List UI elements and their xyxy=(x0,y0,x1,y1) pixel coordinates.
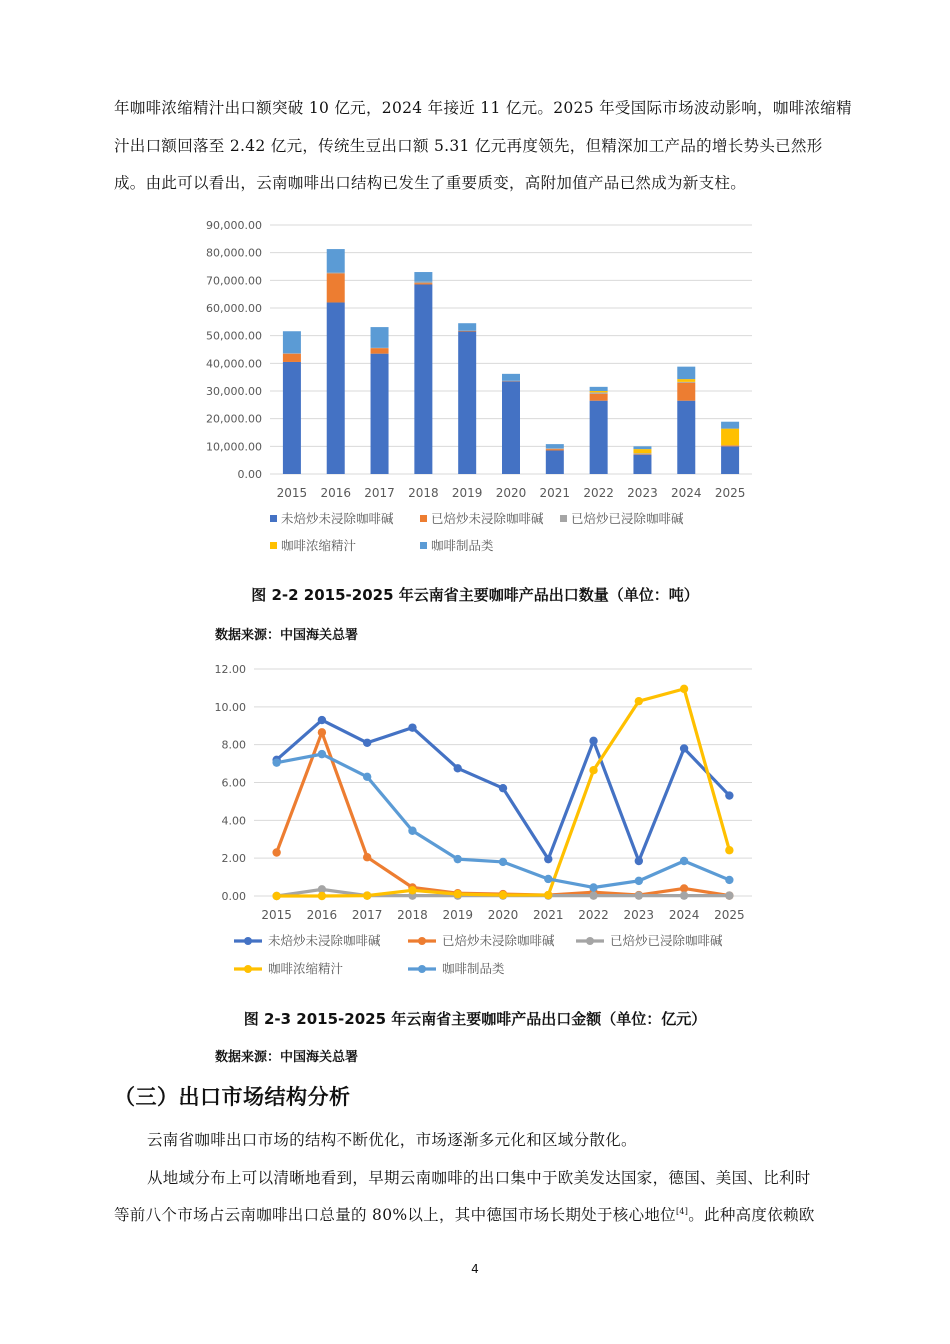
bar-segment xyxy=(458,331,476,332)
data-point xyxy=(725,846,733,854)
legend-swatch xyxy=(560,515,567,522)
data-point xyxy=(635,877,643,885)
bar-segment xyxy=(590,392,608,393)
data-point xyxy=(725,891,733,899)
paragraph-top xyxy=(114,90,854,203)
data-point xyxy=(544,855,552,863)
text-span: 等前八个市场占云南咖啡出口总量的 80%以上，其中德国市场长期处于核心地位 xyxy=(114,1206,676,1224)
legend-marker xyxy=(244,965,252,973)
bar-segment xyxy=(590,401,608,474)
legend-marker xyxy=(244,937,252,945)
data-point xyxy=(544,875,552,883)
bar-segment xyxy=(546,448,564,449)
text-line: 从地域分布上可以清晰地看到，早期云南咖啡的出口集中于欧美发达国家，德国、美国、比利时 xyxy=(147,1168,811,1187)
paragraph-bottom xyxy=(114,1122,854,1235)
x-tick-label: 2021 xyxy=(539,486,571,500)
y-tick-label: 10.00 xyxy=(214,700,246,714)
y-tick-label: 40,000.00 xyxy=(206,357,262,371)
legend-marker xyxy=(418,937,426,945)
bar-segment xyxy=(633,449,651,453)
data-point xyxy=(680,685,688,693)
export-value-line-chart xyxy=(190,655,770,995)
bar-segment xyxy=(414,283,432,284)
figure-caption: 图 2-2 2015-2025 年云南省主要咖啡产品出口数量（单位：吨） xyxy=(251,586,699,604)
x-tick-label: 2022 xyxy=(583,486,614,500)
y-tick-label: 60,000.00 xyxy=(206,302,262,315)
bar-segment xyxy=(371,354,389,474)
data-point xyxy=(363,853,371,861)
data-point xyxy=(363,739,371,747)
x-tick-label: 2018 xyxy=(397,908,428,922)
bar-segment xyxy=(371,327,389,348)
y-tick-label: 10,000.00 xyxy=(206,440,262,454)
text-line xyxy=(114,1197,854,1235)
bar-segment xyxy=(677,379,695,382)
data-point xyxy=(589,883,597,891)
section-title: （三）出口市场结构分析 xyxy=(114,1085,351,1109)
legend-label: 咖啡浓缩精汁 xyxy=(281,538,357,553)
data-point xyxy=(680,884,688,892)
bar-segment xyxy=(633,454,651,455)
bar-segment xyxy=(721,422,739,429)
legend-label: 咖啡浓缩精汁 xyxy=(268,961,344,976)
text-span: 。此种高度依赖欧 xyxy=(688,1206,815,1224)
citation-ref[interactable]: [4] xyxy=(675,1206,689,1216)
bar-segment xyxy=(414,272,432,282)
bar-segment xyxy=(590,387,608,391)
data-point xyxy=(318,728,326,736)
legend-label: 已焙炒未浸除咖啡碱 xyxy=(431,511,544,526)
x-tick-label: 2020 xyxy=(487,908,519,922)
x-tick-label: 2019 xyxy=(442,908,474,922)
x-tick-label: 2017 xyxy=(351,908,383,922)
data-point xyxy=(454,890,462,898)
data-point xyxy=(725,876,733,884)
x-tick-label: 2022 xyxy=(578,908,609,922)
data-source: 数据来源：中国海关总署 xyxy=(215,1050,359,1065)
legend-label: 已焙炒未浸除咖啡碱 xyxy=(442,933,555,948)
bar-segment xyxy=(677,401,695,474)
legend-label: 已焙炒已浸除咖啡碱 xyxy=(610,933,723,948)
x-tick-label: 2021 xyxy=(532,908,564,922)
data-source: 数据来源：中国海关总署 xyxy=(215,628,359,643)
bar-segment xyxy=(721,429,739,446)
bar-segment xyxy=(327,302,345,474)
text-line: 汁出口额回落至 2.42 亿元，传统生豆出口额 5.31 亿元再度领先，但精深加工产品的增长势头已然形 xyxy=(114,136,823,155)
data-point xyxy=(318,892,326,900)
x-tick-label: 2015 xyxy=(261,908,292,922)
x-tick-label: 2023 xyxy=(623,908,655,922)
data-point xyxy=(680,891,688,899)
bar-segment xyxy=(677,367,695,379)
bar-segment xyxy=(327,273,345,302)
data-point xyxy=(589,737,597,745)
x-tick-label: 2018 xyxy=(408,486,439,500)
legend-swatch xyxy=(420,515,427,522)
legend-swatch xyxy=(270,515,277,522)
bar-segment xyxy=(283,331,301,353)
bar-segment xyxy=(590,391,608,392)
data-point xyxy=(544,891,552,899)
y-tick-label: 12.00 xyxy=(214,663,246,676)
data-point xyxy=(363,891,371,899)
figure-caption: 图 2-3 2015-2025 年云南省主要咖啡产品出口金额（单位：亿元） xyxy=(243,1010,707,1028)
data-point xyxy=(272,848,280,856)
bar-segment xyxy=(546,450,564,474)
x-tick-label: 2025 xyxy=(714,908,745,922)
bar-segment xyxy=(633,453,651,454)
page-number: 4 xyxy=(471,1262,479,1276)
bar-segment xyxy=(458,323,476,330)
data-point xyxy=(318,716,326,724)
data-point xyxy=(680,857,688,865)
x-tick-label: 2017 xyxy=(364,486,395,500)
bar-segment xyxy=(546,449,564,450)
data-point xyxy=(408,886,416,894)
data-point xyxy=(318,750,326,758)
data-point xyxy=(635,891,643,899)
bar-segment xyxy=(458,332,476,474)
data-point xyxy=(725,791,733,799)
data-point xyxy=(499,891,507,899)
bar-segment xyxy=(633,446,651,449)
y-tick-label: 2.00 xyxy=(221,852,246,866)
x-tick-label: 2016 xyxy=(320,486,352,500)
x-tick-label: 2019 xyxy=(451,486,483,500)
text-line: 年咖啡浓缩精汁出口额突破 10 亿元，2024 年接近 11 亿元。2025 年受国际市场波动影响，咖啡浓缩精 xyxy=(114,99,852,117)
legend-label: 未焙炒未浸除咖啡碱 xyxy=(281,511,394,526)
y-tick-label: 6.00 xyxy=(221,776,246,790)
data-point xyxy=(680,744,688,752)
data-point xyxy=(408,723,416,731)
y-tick-label: 20,000.00 xyxy=(206,412,262,426)
data-point xyxy=(363,773,371,781)
y-tick-label: 0.00 xyxy=(221,890,246,903)
bar-segment xyxy=(502,374,520,381)
data-point xyxy=(272,758,280,766)
x-tick-label: 2015 xyxy=(276,486,308,500)
text-line: 云南省咖啡出口市场的结构不断优化，市场逐渐多元化和区域分散化。 xyxy=(147,1131,637,1149)
data-point xyxy=(408,827,416,835)
bar-segment xyxy=(414,282,432,283)
x-tick-label: 2024 xyxy=(668,908,700,922)
bar-segment xyxy=(327,273,345,274)
bar-segment xyxy=(502,381,520,474)
bar-segment xyxy=(546,444,564,448)
y-tick-label: 30,000.00 xyxy=(206,385,262,398)
x-tick-label: 2023 xyxy=(627,486,658,500)
data-point xyxy=(589,766,597,774)
data-point xyxy=(499,784,507,792)
bar-segment xyxy=(590,394,608,401)
legend-label: 咖啡制品类 xyxy=(431,538,494,553)
y-tick-label: 70,000.00 xyxy=(206,274,262,288)
data-point xyxy=(499,858,507,866)
bar-segment xyxy=(283,354,301,362)
y-tick-label: 0.00 xyxy=(237,468,262,481)
bar-segment xyxy=(721,446,739,447)
x-tick-label: 2024 xyxy=(670,486,702,500)
data-point xyxy=(635,697,643,705)
data-point xyxy=(635,857,643,865)
bar-segment xyxy=(721,446,739,474)
legend-marker xyxy=(586,937,594,945)
bar-segment xyxy=(327,249,345,273)
bar-segment xyxy=(414,284,432,474)
y-tick-label: 8.00 xyxy=(221,738,246,752)
x-tick-label: 2016 xyxy=(306,908,338,922)
legend-marker xyxy=(418,965,426,973)
y-tick-label: 90,000.00 xyxy=(206,219,262,232)
legend-label: 咖啡制品类 xyxy=(442,961,505,976)
data-point xyxy=(454,764,462,772)
data-point xyxy=(454,855,462,863)
legend-swatch xyxy=(420,542,427,549)
data-point xyxy=(589,891,597,899)
y-tick-label: 80,000.00 xyxy=(206,246,262,260)
bar-segment xyxy=(677,383,695,401)
legend-label: 未焙炒未浸除咖啡碱 xyxy=(268,933,381,948)
text-line: 成。由此可以看出，云南咖啡出口结构已发生了重要质变，高附加值产品已然成为新支柱。 xyxy=(114,174,747,192)
export-quantity-bar-chart xyxy=(190,205,770,575)
bar-segment xyxy=(371,348,389,354)
data-point xyxy=(272,892,280,900)
x-tick-label: 2020 xyxy=(495,486,527,500)
bar-segment xyxy=(677,382,695,383)
x-tick-label: 2025 xyxy=(714,486,746,500)
y-tick-label: 4.00 xyxy=(221,814,246,828)
legend-swatch xyxy=(270,542,277,549)
y-tick-label: 50,000.00 xyxy=(206,329,262,343)
legend-label: 已焙炒已浸除咖啡碱 xyxy=(571,511,684,526)
bar-segment xyxy=(283,362,301,474)
bar-segment xyxy=(633,455,651,474)
